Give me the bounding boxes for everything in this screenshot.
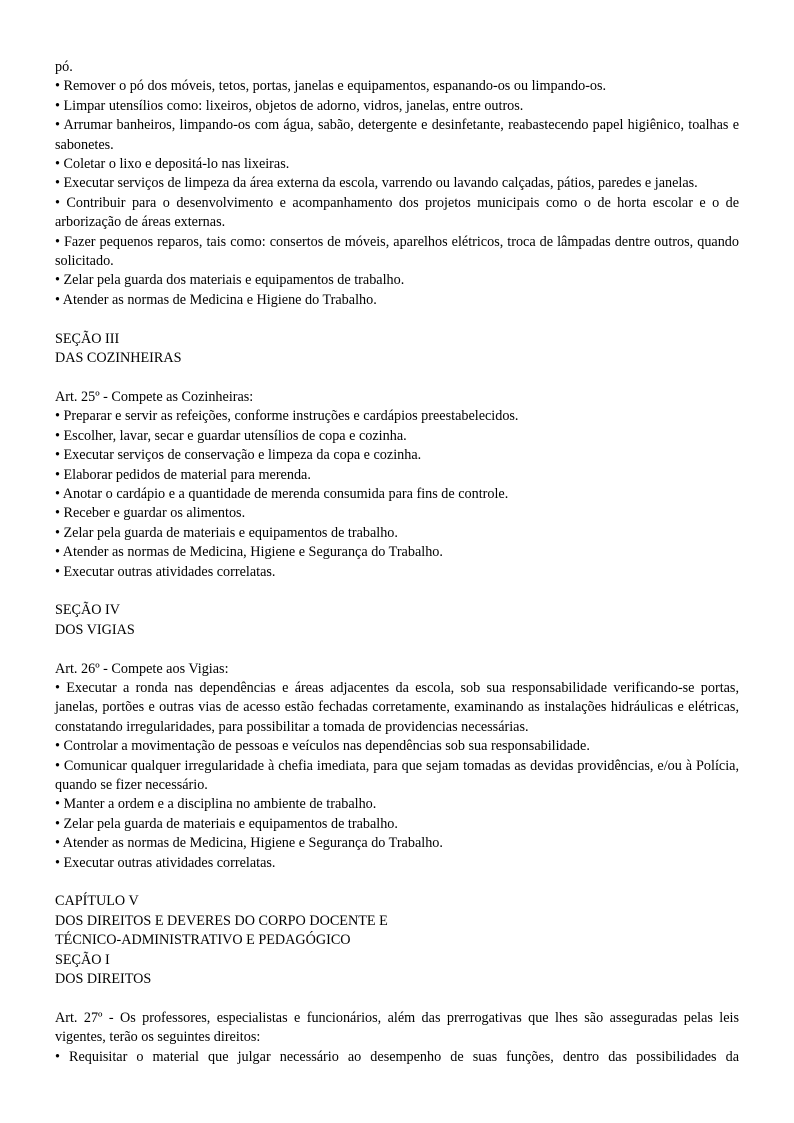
document-page	[55, 58, 739, 1067]
list-item: • Comunicar qualquer irregularidade à chefia imediata, para que sejam tomadas as devidas providências, e/ou à Polícia, quando se fizer necessário.	[55, 757, 739, 793]
list-item: • Contribuir para o desenvolvimento e acompanhamento dos projetos municipais como o de horta escolar e o de arborização de áreas externas.	[55, 194, 739, 231]
spacer	[55, 368, 739, 387]
list-item: • Arrumar banheiros, limpando-os com água, sabão, detergente e desinfetante, reabastecendo papel higiênico, toalhas e sabonetes.	[55, 117, 739, 153]
article-heading: Art. 27º - Os professores, especialistas e funcionários, além das prerrogativas que lhes são asseguradas pelas leis vigentes, terão os seguintes direitos:	[55, 1009, 739, 1046]
list-item: • Executar a ronda nas dependências e áreas adjacentes da escola, sob sua responsabilidade verificando-se portas, janelas, portões e outras vias de acesso estão fechadas corretamente, examinando as instalações hidráulicas e elétricas, constatando irregularidades, para possibilitar a tomada de providencias necessárias.	[55, 679, 739, 735]
list-item: • Fazer pequenos reparos, tais como: consertos de móveis, aparelhos elétricos, troca de lâmpadas dentre outros, quando solicitado.	[55, 233, 739, 270]
list-item: • Preparar e servir as refeições, conforme instruções e cardápios preestabelecidos.	[55, 408, 519, 425]
section-subtitle: DAS COZINHEIRAS	[55, 350, 182, 367]
list-item: • Zelar pela guarda dos materiais e equipamentos de trabalho.	[55, 272, 405, 289]
list-item: • Zelar pela guarda de materiais e equipamentos de trabalho.	[55, 815, 398, 832]
list-item: • Executar serviços de conservação e limpeza da copa e cozinha.	[55, 447, 422, 464]
list-item: • Receber e guardar os alimentos.	[55, 505, 246, 522]
list-item: • Atender as normas de Medicina e Higiene do Trabalho.	[55, 291, 377, 308]
spacer	[55, 582, 739, 601]
list-item: • Limpar utensílios como: lixeiros, objetos de adorno, vidros, janelas, entre outros.	[55, 97, 524, 114]
list-item: • Atender as normas de Medicina, Higiene e Segurança do Trabalho.	[55, 544, 443, 561]
list-item: • Manter a ordem e a disciplina no ambiente de trabalho.	[55, 796, 377, 813]
list-item: • Coletar o lixo e depositá-lo nas lixeiras.	[55, 156, 290, 173]
article-heading: Art. 25º - Compete as Cozinheiras:	[55, 388, 254, 405]
section-title: SEÇÃO IV	[55, 602, 121, 619]
spacer	[55, 640, 739, 659]
list-item: • Anotar o cardápio e a quantidade de merenda consumida para fins de controle.	[55, 485, 509, 502]
section-subtitle: DOS VIGIAS	[55, 621, 135, 638]
chapter-title-line: DOS DIREITOS E DEVERES DO CORPO DOCENTE E	[55, 912, 388, 929]
list-item: • Zelar pela guarda de materiais e equipamentos de trabalho.	[55, 524, 398, 541]
chapter-title-line: TÉCNICO-ADMINISTRATIVO E PEDAGÓGICO	[55, 932, 351, 949]
list-item: • Executar serviços de limpeza da área externa da escola, varrendo ou lavando calçadas, pátios, paredes e janelas.	[55, 175, 698, 192]
article-heading: Art. 26º - Compete aos Vigias:	[55, 660, 229, 677]
section-title: SEÇÃO I	[55, 951, 110, 968]
list-item: • Elaborar pedidos de material para merenda.	[55, 466, 311, 483]
list-item: • Atender as normas de Medicina, Higiene e Segurança do Trabalho.	[55, 835, 443, 852]
continued-text: pó.	[55, 59, 73, 75]
spacer	[55, 989, 739, 1008]
list-item: • Requisitar o material que julgar necessário ao desempenho de suas funções, dentro das possibilidades da	[55, 1048, 739, 1065]
section-subtitle: DOS DIREITOS	[55, 971, 152, 988]
list-item: • Escolher, lavar, secar e guardar utensílios de copa e cozinha.	[55, 427, 407, 444]
spacer	[55, 873, 739, 892]
chapter-title: CAPÍTULO V	[55, 893, 139, 910]
list-item: • Remover o pó dos móveis, tetos, portas, janelas e equipamentos, espanando-os ou limpando-os.	[55, 78, 607, 95]
spacer	[55, 310, 739, 329]
list-item: • Controlar a movimentação de pessoas e veículos nas dependências sob sua responsabilidade.	[55, 738, 590, 755]
list-item: • Executar outras atividades correlatas.	[55, 854, 276, 871]
section-title: SEÇÃO III	[55, 330, 120, 347]
list-item: • Executar outras atividades correlatas.	[55, 563, 276, 580]
